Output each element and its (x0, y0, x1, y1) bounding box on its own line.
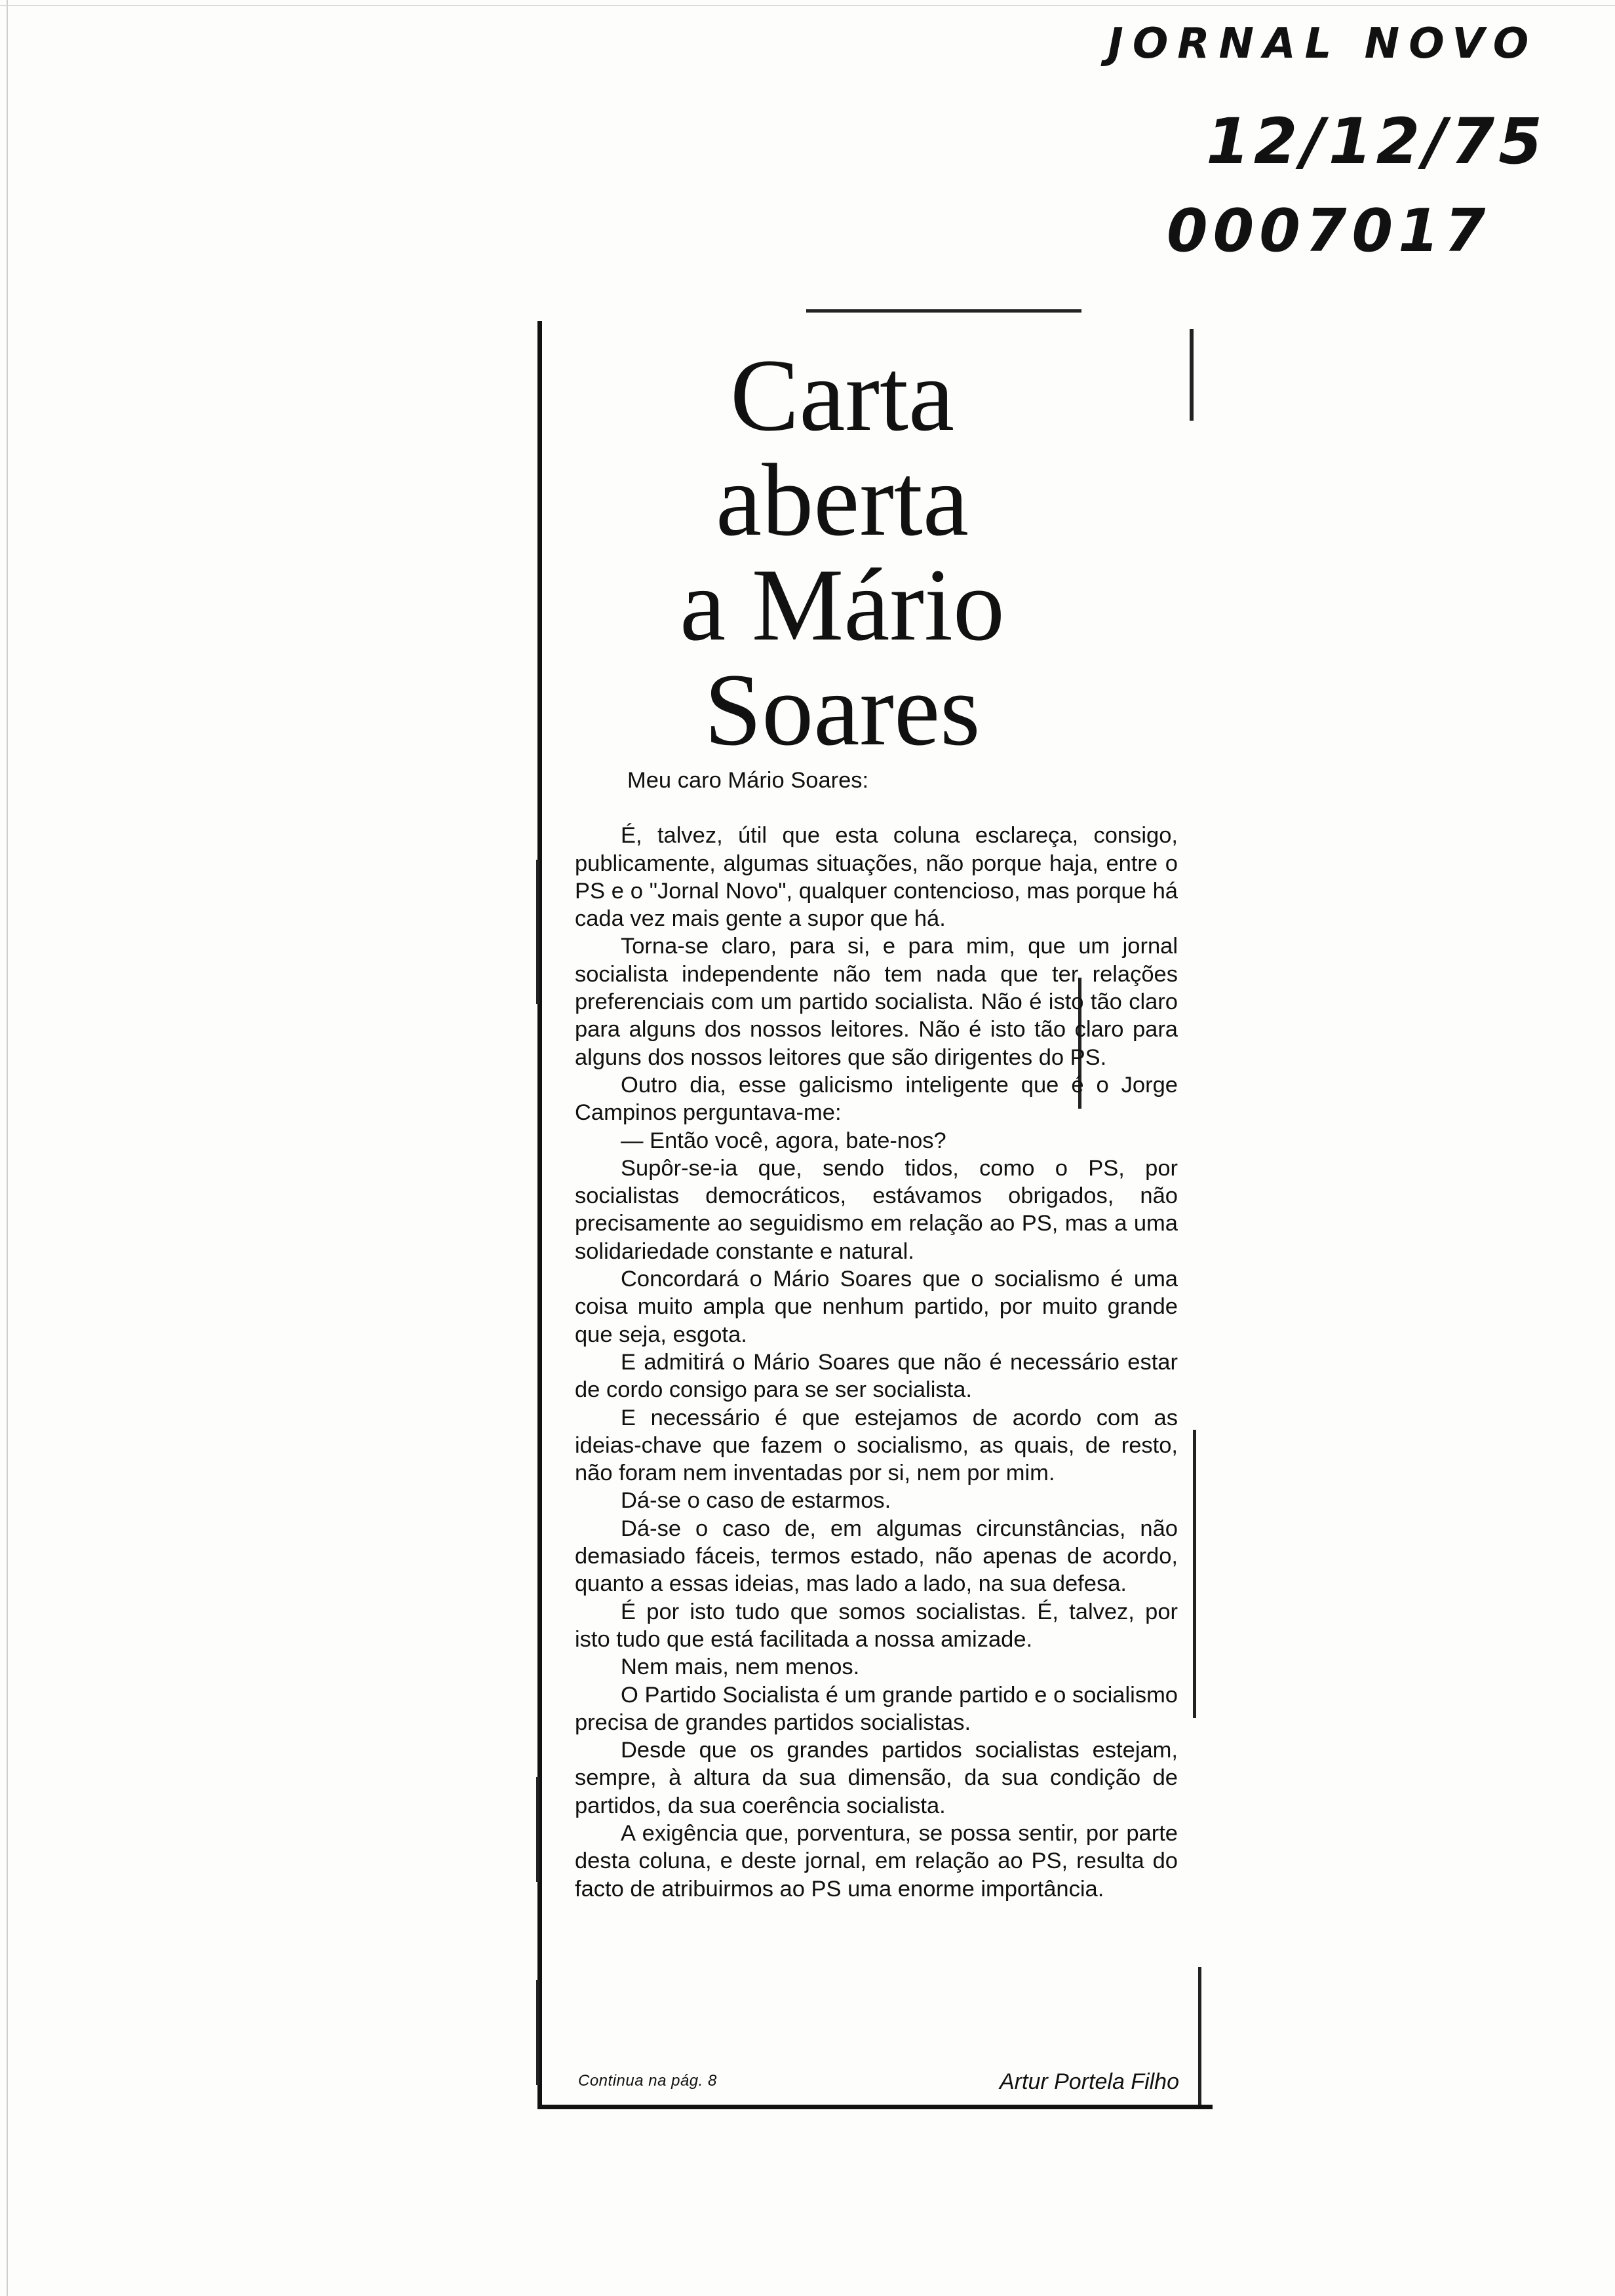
paragraph: O Partido Socialista é um grande partido e o socialismo precisa de grandes partidos socialistas. (575, 1682, 1178, 1735)
paragraph: Dá-se o caso de estarmos. (621, 1488, 891, 1514)
margin-mark (1193, 1430, 1196, 1718)
headline-line: a Mário (680, 548, 1005, 662)
margin-mark (536, 860, 539, 1004)
continued-note: Continua na pág. 8 (578, 2072, 717, 2090)
article-footer (578, 2069, 1179, 2095)
scan-edge-left (7, 0, 8, 2296)
margin-mark (536, 1980, 539, 2085)
paragraph: E necessário é que estejamos de acordo com as ideias-chave que fazem o socialismo, as quais, de resto, não foram nem inventadas por si, nem por mim. (575, 1405, 1178, 1486)
paragraph: Torna-se claro, para si, e para mim, que um jornal socialista independente não tem nada que ter relações preferenciais com um partido socialista. Não é isto tão claro para alguns dos nossos leitores. Não é isto tão claro para alguns dos nossos leitores que são dirigentes do PS. (575, 934, 1178, 1070)
margin-mark (1198, 1967, 1201, 2105)
paragraph: A exigência que, porventura, se possa sentir, por parte desta coluna, e deste jornal, em relação ao PS, resulta do facto de atribuirmos ao PS uma enorme importância. (575, 1820, 1178, 1902)
paragraph: Outro dia, esse galicismo inteligente que é o Jorge Campinos perguntava-me: (575, 1072, 1178, 1126)
paragraph: E admitirá o Mário Soares que não é necessário estar de cordo consigo para se ser socialista. (575, 1349, 1178, 1403)
clipping-bottom-rule (537, 2105, 1213, 2109)
salutation: Meu caro Mário Soares: (627, 768, 869, 793)
paragraph: Desde que os grandes partidos socialistas estejam, sempre, à altura da sua dimensão, da sua condição de partidos, da sua coerência socialista. (575, 1738, 1178, 1818)
scan-edge-top (0, 5, 1615, 6)
headline-line: Soares (704, 653, 981, 767)
handwritten-date-note: 12/12/75 (1206, 105, 1546, 178)
paragraph: Dá-se o caso de, em algumas circunstâncias, não demasiado fáceis, termos estado, não apenas de acordo, quanto a essas ideias, mas lado a lado, na sua defesa. (575, 1516, 1178, 1597)
paragraph: Supôr-se-ia que, sendo tidos, como o PS, por socialistas democráticos, estávamos obrigados, não precisamente ao seguidismo em relação ao PS, mas a uma solidariedade constante e natural. (575, 1155, 1178, 1264)
handwritten-reference-number: 0007017 (1167, 197, 1491, 265)
margin-mark (1190, 329, 1194, 421)
article-body (575, 767, 1178, 1903)
paragraph: Nem mais, nem menos. (621, 1655, 860, 1680)
quote-line: — Então você, agora, bate-nos? (621, 1128, 946, 1153)
clipping-top-rule (806, 309, 1081, 313)
margin-mark (536, 1777, 539, 1882)
newspaper-clipping (537, 309, 1199, 2109)
paragraph: É, talvez, útil que esta coluna esclareça, consigo, publicamente, algumas situações, não porque haja, entre o PS e o "Jornal Novo", qualquer contencioso, mas porque há cada vez mais gente a supor que há. (575, 823, 1178, 932)
handwritten-source-note: JORNAL NOVO (1108, 20, 1538, 68)
headline-line: Carta (730, 338, 955, 453)
headline-line: aberta (716, 443, 969, 558)
paragraph: Concordará o Mário Soares que o socialismo é uma coisa muito ampla que nenhum partido, por muito grande que seja, esgota. (575, 1267, 1178, 1347)
article-headline (669, 338, 1016, 767)
paragraph: É por isto tudo que somos socialistas. É, talvez, por isto tudo que está facilitada a nossa amizade. (575, 1599, 1178, 1652)
author-byline: Artur Portela Filho (1000, 2069, 1179, 2094)
